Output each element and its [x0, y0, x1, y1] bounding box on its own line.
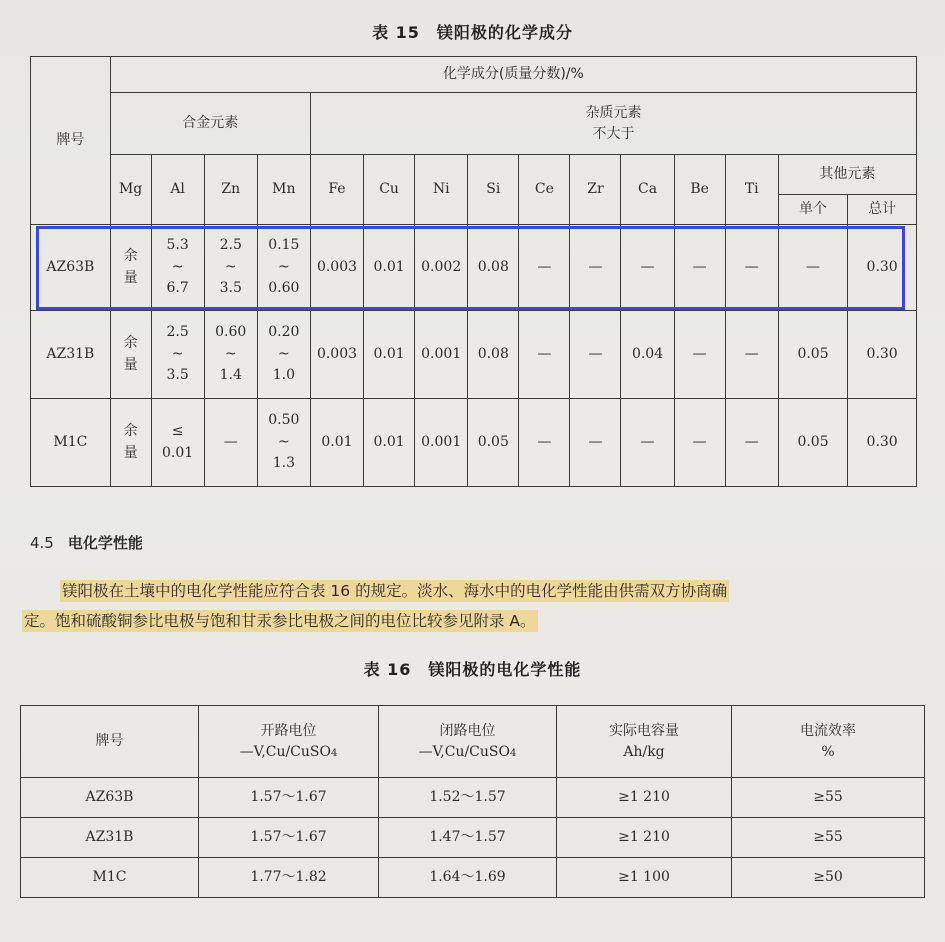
si-cell: 0.05	[468, 399, 519, 487]
zr-cell: —	[570, 311, 621, 399]
table15	[30, 56, 917, 487]
brand-cell: AZ31B	[31, 311, 111, 399]
impurity-header-line2: 不大于	[592, 125, 635, 142]
t16-closed-cell: 1.47～1.57	[379, 818, 557, 858]
t16-closed-cell: 1.64～1.69	[379, 858, 557, 898]
element-header: Cu	[364, 155, 415, 225]
table15-row	[31, 311, 917, 399]
t16-capacity-header: 实际电容量 Ah/kg	[557, 706, 732, 778]
paragraph-line-1	[22, 579, 922, 601]
ca-cell: —	[621, 225, 674, 311]
brand-header: 牌号	[31, 57, 111, 225]
al-cell: ≤ 0.01	[151, 399, 204, 487]
si-cell: 0.08	[468, 225, 519, 311]
total-cell: 0.30	[848, 311, 917, 399]
cu-cell: 0.01	[364, 399, 415, 487]
mg-cell: 余 量	[110, 399, 151, 487]
t16-brand-cell: M1C	[21, 858, 199, 898]
ni-cell: 0.001	[415, 311, 468, 399]
zr-cell: —	[570, 399, 621, 487]
t16-open-cell: 1.77～1.82	[199, 858, 379, 898]
ni-cell: 0.001	[415, 399, 468, 487]
al-cell: 2.5 ~ 3.5	[151, 311, 204, 399]
t16-brand-cell: AZ31B	[21, 818, 199, 858]
table15-row	[31, 399, 917, 487]
fe-cell: 0.01	[310, 399, 363, 487]
si-cell: 0.08	[468, 311, 519, 399]
total-cell: 0.30	[848, 225, 917, 311]
t16-closed-potential-header: 闭路电位 —V,Cu/CuSO4	[379, 706, 557, 778]
ti-cell: —	[725, 225, 778, 311]
t16-brand-cell: AZ63B	[21, 778, 199, 818]
t16-efficiency-cell: ≥55	[732, 778, 925, 818]
cu-cell: 0.01	[364, 311, 415, 399]
ca-cell: 0.04	[621, 311, 674, 399]
t16-capacity-cell: ≥1 210	[557, 778, 732, 818]
table16-row	[21, 858, 925, 898]
single-header: 单个	[778, 195, 847, 225]
ce-cell: —	[519, 399, 570, 487]
t16-efficiency-header: 电流效率 %	[732, 706, 925, 778]
fe-cell: 0.003	[310, 225, 363, 311]
ni-cell: 0.002	[415, 225, 468, 311]
paragraph-line-2	[22, 609, 922, 631]
al-cell: 5.3 ~ 6.7	[151, 225, 204, 311]
others-header: 其他元素	[778, 155, 916, 195]
element-header: Ni	[415, 155, 468, 225]
be-cell: —	[674, 225, 725, 311]
t16-open-cell: 1.57～1.67	[199, 818, 379, 858]
mn-cell: 0.20 ~ 1.0	[257, 311, 310, 399]
brand-cell: AZ63B	[31, 225, 111, 311]
highlighted-text: 定。饱和硫酸铜参比电极与饱和甘汞参比电极之间的电位比较参见附录 A。	[24, 612, 536, 630]
be-cell: —	[674, 399, 725, 487]
table15-caption: 表 15 镁阳极的化学成分	[372, 23, 573, 42]
total-cell: 0.30	[848, 399, 917, 487]
element-header: Al	[151, 155, 204, 225]
highlighted-text: 镁阳极在土壤中的电化学性能应符合表 16 的规定。淡水、海水中的电化学性能由供需双方协商确	[62, 582, 728, 600]
element-header: Ca	[621, 155, 674, 225]
element-header: Be	[674, 155, 725, 225]
section-number: 4.5	[30, 534, 54, 552]
composition-header: 化学成分(质量分数)/%	[110, 57, 916, 93]
zr-cell: —	[570, 225, 621, 311]
table16-row	[21, 818, 925, 858]
mg-cell: 余 量	[110, 311, 151, 399]
t16-efficiency-cell: ≥50	[732, 858, 925, 898]
table16-row	[21, 778, 925, 818]
element-header: Si	[468, 155, 519, 225]
zn-cell: 2.5 ~ 3.5	[204, 225, 257, 311]
element-header: Mg	[110, 155, 151, 225]
t16-efficiency-cell: ≥55	[732, 818, 925, 858]
ti-cell: —	[725, 311, 778, 399]
element-header: Mn	[257, 155, 310, 225]
t16-open-cell: 1.57～1.67	[199, 778, 379, 818]
alloy-header: 合金元素	[110, 93, 310, 155]
ti-cell: —	[725, 399, 778, 487]
mn-cell: 0.15 ~ 0.60	[257, 225, 310, 311]
element-header: Ti	[725, 155, 778, 225]
element-header: Fe	[310, 155, 363, 225]
mn-cell: 0.50 ~ 1.3	[257, 399, 310, 487]
element-header: Ce	[519, 155, 570, 225]
impurity-header	[310, 93, 916, 155]
table16	[20, 705, 925, 898]
t16-open-potential-header: 开路电位 —V,Cu/CuSO4	[199, 706, 379, 778]
ce-cell: —	[519, 225, 570, 311]
total-header: 总计	[848, 195, 917, 225]
single-cell: —	[778, 225, 847, 311]
table16-caption: 表 16 镁阳极的电化学性能	[363, 660, 582, 679]
section-title: 电化学性能	[67, 534, 143, 552]
impurity-header-line1: 杂质元素	[585, 104, 642, 121]
be-cell: —	[674, 311, 725, 399]
t16-capacity-cell: ≥1 100	[557, 858, 732, 898]
mg-cell: 余 量	[110, 225, 151, 311]
ca-cell: —	[621, 399, 674, 487]
t16-capacity-cell: ≥1 210	[557, 818, 732, 858]
element-header: Zn	[204, 155, 257, 225]
ce-cell: —	[519, 311, 570, 399]
element-header: Zr	[570, 155, 621, 225]
zn-cell: 0.60 ~ 1.4	[204, 311, 257, 399]
zn-cell: —	[204, 399, 257, 487]
single-cell: 0.05	[778, 399, 847, 487]
t16-brand-header: 牌号	[21, 706, 199, 778]
t16-closed-cell: 1.52～1.57	[379, 778, 557, 818]
brand-cell: M1C	[31, 399, 111, 487]
cu-cell: 0.01	[364, 225, 415, 311]
section-heading	[30, 532, 143, 553]
table15-row	[31, 225, 917, 311]
single-cell: 0.05	[778, 311, 847, 399]
fe-cell: 0.003	[310, 311, 363, 399]
